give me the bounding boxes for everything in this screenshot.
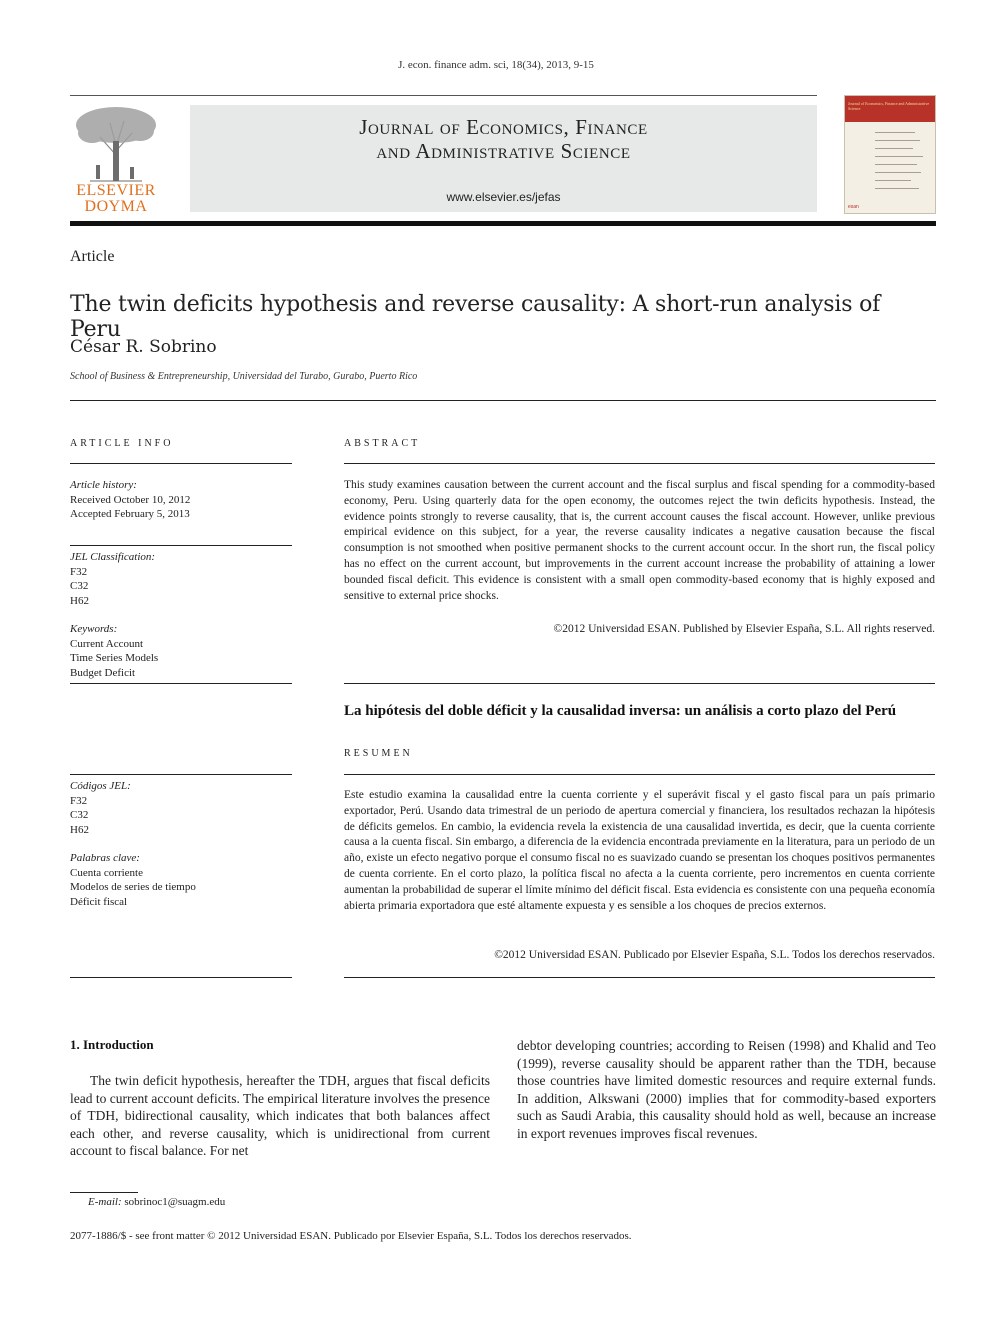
codigos-jel: Códigos JEL: F32 C32 H62 (70, 780, 131, 836)
logo-text-line2: DOYMA (84, 198, 148, 215)
title-divider (70, 400, 936, 401)
journal-cover-thumbnail (844, 95, 936, 214)
history-rule (70, 545, 292, 546)
author-name: César R. Sobrino (70, 337, 217, 357)
resumen-heading: RESUMEN (344, 748, 413, 759)
journal-url-link[interactable]: www.elsevier.es/jefas (446, 190, 561, 204)
logo-text-line1: ELSEVIER (76, 182, 156, 199)
article-title: The twin deficits hypothesis and reverse causality: A short-run analysis of Peru (70, 292, 881, 342)
header-thick-rule (70, 221, 936, 226)
abstract-rule (344, 463, 935, 464)
journal-citation: J. econ. finance adm. sci, 18(34), 2013, 9-15 (398, 59, 594, 71)
author-email-link[interactable]: sobrinoc1@suagm.edu (124, 1196, 226, 1208)
introduction-column-1: The twin deficit hypothesis, hereafter the TDH, argues that fiscal deficits lead to current account deficits. The empirical literature involves the presence of TDH, bidirectional causality, which indicates that both balances affect each other, and reverse causality, which is unidirectional from current account to fiscal balance. For net (70, 1073, 490, 1159)
cover-band: Journal of Economics, Finance and Administrative Science (845, 96, 935, 122)
elsevier-logo (70, 103, 162, 215)
introduction-column-2: debtor developing countries; according to Reisen (1998) and Khalid and Teo (1999), reverse causality should be apparent rather than the TDH, because those countries have limited domestic resources and require external funds. In addition, Alkswani (2000) implies that for commodity-based exporters such as Saudi Arabia, this causality should hold as well, because an increase in export revenues improves fiscal revenues. (517, 1038, 936, 1141)
introduction-heading: 1. Introduction (70, 1037, 154, 1052)
footnote-rule (70, 1192, 138, 1193)
cover-publisher: esan (848, 204, 859, 210)
spanish-title: La hipótesis del doble déficit y la causalidad inversa: un análisis a corto plazo del Perú (344, 703, 897, 719)
resumen-end-rule (344, 977, 935, 978)
codigos-rule (70, 774, 292, 775)
resumen-copyright: ©2012 Universidad ESAN. Publicado por Elsevier España, S.L. Todos los derechos reservados. (494, 949, 935, 961)
abstract-copyright: ©2012 Universidad ESAN. Published by Elsevier España, S.L. All rights reserved. (553, 623, 935, 635)
journal-banner (190, 105, 817, 212)
abstract-end-rule (344, 683, 935, 684)
abstract-text: This study examines causation between the current account and the fiscal surplus and fiscal spending for a commodity-based economy, Peru. Using quarterly data for the open economy, the outcomes reject the twin deficits hypothesis. Instead, the evidence points strongly to reverse causality, that is, the current account causes the fiscal account. However, unlike previous empirical evidence on this subject, for a year, the reverse causality indicates a negative causation because the fiscal consumption is not smoothed when positive permanent shocks to the current account occur. In the short run, the fiscal policy has no effect on the current account, but improvements in the current account increase the probability of attaining a lower bounded fiscal deficit. This evidence is consistent with a small open commodity-based economy that is highly exposed and sensitive to external price shocks. (344, 479, 935, 602)
article-info-heading: ARTICLE INFO (70, 438, 174, 449)
article-type: Article (70, 248, 115, 265)
tree-icon (70, 103, 162, 183)
page-footer: 2077-1886/$ - see front matter © 2012 Universidad ESAN. Publicado por Elsevier España, S.L. Todos los derechos reservados. (70, 1230, 632, 1242)
article-info-rule (70, 463, 292, 464)
palabras-clave: Palabras clave: Cuenta corriente Modelos de series de tiempo Déficit fiscal (70, 852, 196, 908)
keywords: Keywords: Current Account Time Series Models Budget Deficit (70, 623, 159, 679)
resumen-text: Este estudio examina la causalidad entre la cuenta corriente y el superávit fiscal y el gasto fiscal para un país primario exportador, Perú. Usando data trimestral de un periodo de apertura comercial y financiera, los resultados rechazan la hipótesis de déficits gemelos. En cambio, la evidencia revela la existencia de una causalidad invertida, es decir, que la cuenta corriente causa a la cuenta fiscal. Sin embargo, a diferencia de la evidencia encontrada previamente en la literatura, para un periodo de un año, existe un efecto negativo porque el consumo fiscal no es suavizado cuando se presentan los choques positivos permanentes de cuenta corriente. En el corto plazo, la política fiscal no afecta a la cuenta corriente, pero incrementos en cuenta corriente aumentan la probabilidad de superar el límite mínimo del déficit fiscal. Esta evidencia es consistente con una pequeña economía abierta primaria exportadora que esté altamente expuesta y es sensible a los choques de precios externos. (344, 789, 935, 912)
jel-classification: JEL Classification: F32 C32 H62 (70, 551, 156, 607)
left-column-end-rule (70, 977, 292, 978)
abstract-heading: ABSTRACT (344, 438, 421, 449)
journal-title: Journal of Economics, Finance and Administrative Science (359, 115, 648, 163)
article-history: Article history: Received October 10, 2012 Accepted February 5, 2013 (70, 479, 191, 520)
author-affiliation: School of Business & Entrepreneurship, Universidad del Turabo, Gurabo, Puerto Rico (70, 371, 418, 382)
keywords-rule (70, 683, 292, 684)
resumen-rule (344, 774, 935, 775)
header-top-rule (70, 95, 817, 96)
footnote-email: E-mail: sobrinoc1@suagm.edu (88, 1196, 226, 1208)
